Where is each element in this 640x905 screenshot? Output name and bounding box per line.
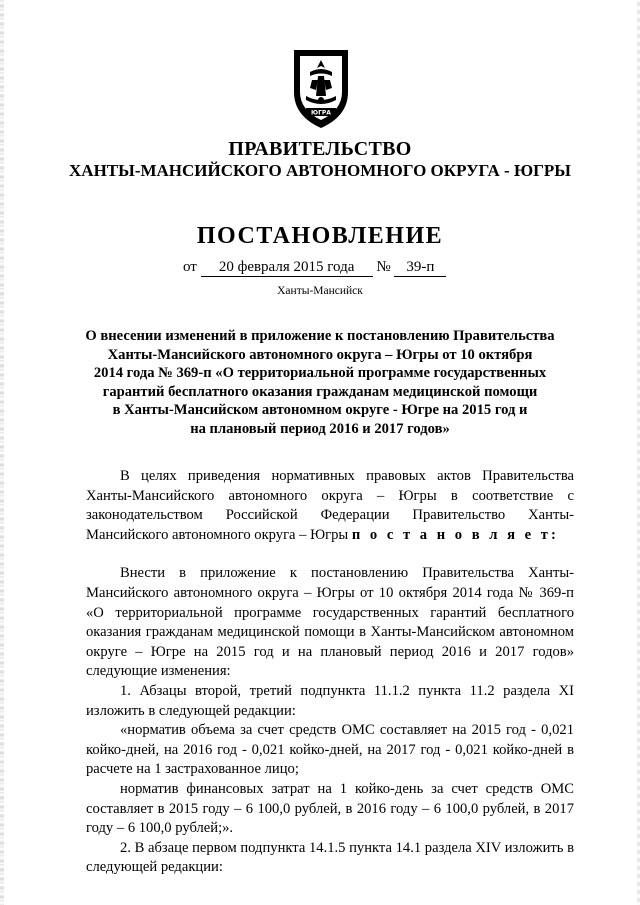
heading-line: О внесении изменений в приложение к постановлению Правительства: [85, 328, 555, 344]
number-prefix: №: [376, 259, 391, 275]
document-type: ПОСТАНОВЛЕНИЕ: [196, 223, 444, 249]
quote-2-paragraph: норматив финансовых затрат на 1 койко-день за счет средств ОМС составляет в 2015 году – 6 100,0 рублей, в 2016 году – 6 100,0 рублей, в 2017 году – 6 100,0 рублей;».: [86, 780, 574, 837]
date-number-line: [183, 259, 446, 277]
quote-1-paragraph: «норматив объема за счет средств ОМС составляет на 2015 год - 0,021 койко-дней, на 2016 год - 0,021 койко-дней, на 2017 год - 0,021 койко-дней в расчете на 1 застрахованное лицо;: [86, 722, 574, 778]
date-prefix: от: [183, 259, 197, 275]
document-body: [86, 467, 574, 878]
item-2-paragraph: 2. В абзаце первом подпункта 14.1.5 пункта 14.1 раздела XIV изложить в следующей редакции:: [86, 839, 574, 876]
emblem-label: ЮГРА: [311, 109, 331, 117]
document-date: 20 февраля 2015 года: [201, 259, 373, 277]
coat-of-arms-icon: [288, 46, 354, 130]
heading-line: гарантий бесплатного оказания гражданам медицинской помощи: [102, 383, 538, 400]
heading-line: Ханты-Мансийского автономного округа – Югры от 10 октября: [107, 346, 533, 363]
document-number: 39-п: [394, 259, 446, 277]
preamble-paragraph: [86, 467, 574, 545]
heading-line: 2014 года № 369-п «О территориальной программе государственных: [93, 365, 547, 381]
document-city: Ханты-Мансийск: [277, 285, 363, 297]
item-1-paragraph: 1. Абзацы второй, третий подпункта 11.1.2 пункта 11.2 раздела XI изложить в следующей редакции:: [86, 682, 574, 719]
preamble-text: В целях приведения нормативных правовых актов Правительства Ханты-Мансийского автономного округа – Югры в соответствие с законодательством Российской Федерации Правительство Ханты-Мансийского автономного округа – Югры: [86, 468, 574, 543]
scan-edge-left: [0, 0, 4, 905]
main-paragraph: Внести в приложение к постановлению Правительства Ханты-Мансийского автономного округа – Югры от 10 октября 2014 года № 369-п «О территориальной программе государственных гарантий бесплатного оказания гражданам медицинской помощи в Ханты-Мансийском автономном округе – Югре на 2015 год и на плановый период 2016 и 2017 годов» следующие изменения:: [86, 565, 574, 680]
preamble-resolves: п о с т а н о в л я е т:: [351, 526, 559, 543]
heading-line: в Ханты-Мансийском автономном округе - Югре на 2015 год и: [112, 402, 528, 418]
government-subtitle: ХАНТЫ-МАНСИЙСКОГО АВТОНОМНОГО ОКРУГА - ЮГРЫ: [69, 161, 571, 180]
document-heading: [70, 327, 570, 438]
government-title: ПРАВИТЕЛЬСТВО: [228, 138, 412, 160]
heading-line: на плановый период 2016 и 2017 годов»: [190, 420, 450, 437]
